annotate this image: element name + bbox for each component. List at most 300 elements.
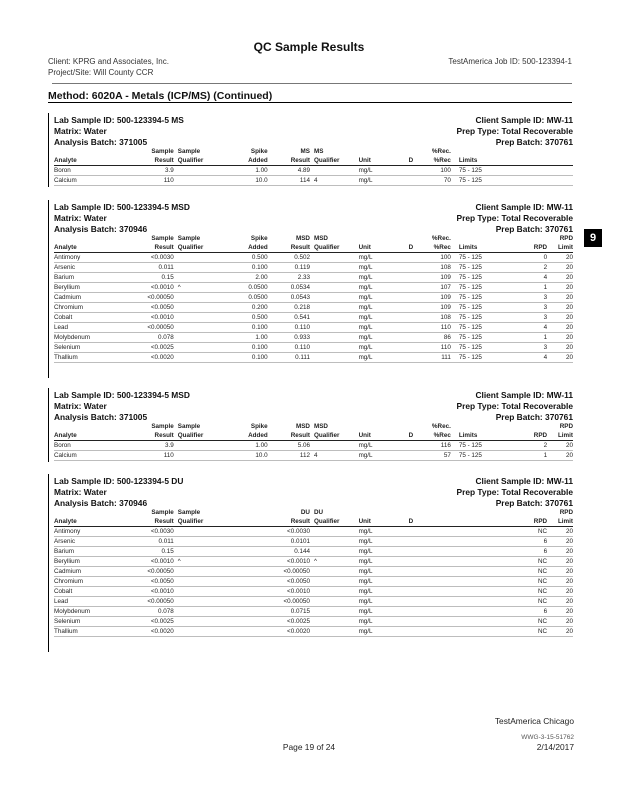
table-cell <box>228 577 268 587</box>
table-cell <box>409 607 425 617</box>
table-cell: mg/L <box>355 253 409 263</box>
table-cell <box>228 547 268 557</box>
table-cell: MSD <box>313 423 328 430</box>
table-cell: mg/L <box>355 577 409 587</box>
table-cell: Sample <box>177 423 201 430</box>
table-cell: RPD <box>559 423 573 430</box>
table-cell: 0.0534 <box>268 283 310 293</box>
table-cell: mg/L <box>355 283 409 293</box>
table-cell <box>310 273 355 283</box>
table-cell <box>355 147 409 156</box>
table-cell <box>547 156 573 166</box>
table-cell: 112 <box>268 451 310 461</box>
page-title: QC Sample Results <box>253 40 365 54</box>
table-cell: 75 - 125 <box>451 263 512 273</box>
table-cell: 3 <box>512 343 547 353</box>
matrix-label: Matrix: Water <box>54 213 107 223</box>
table-cell <box>409 353 425 363</box>
table-cell: %Rec <box>425 243 451 253</box>
table-row <box>54 597 573 607</box>
table-cell <box>228 597 268 607</box>
table-cell <box>512 508 547 517</box>
table-cell: 86 <box>425 333 451 343</box>
table-cell: 0.144 <box>268 547 310 557</box>
table-cell: Selenium <box>54 617 110 627</box>
table-cell: Unit <box>355 517 409 527</box>
table-header-row <box>54 517 573 527</box>
table-cell: Chromium <box>54 303 110 313</box>
table-cell <box>409 557 425 567</box>
results-table-wrap <box>54 422 573 461</box>
table-cell: mg/L <box>355 567 409 577</box>
table-cell: 70 <box>425 176 451 186</box>
table-cell: 20 <box>547 617 573 627</box>
job-id: TestAmerica Job ID: 500-123394-1 <box>448 57 572 66</box>
table-cell <box>425 557 451 567</box>
table-row <box>54 547 573 557</box>
table-cell <box>355 422 409 431</box>
table-cell: Spike <box>250 423 268 430</box>
table-cell: Sample <box>151 235 174 242</box>
table-cell: Sample <box>177 509 201 516</box>
table-cell: 0.0101 <box>268 537 310 547</box>
table-cell <box>451 567 512 577</box>
table-cell: Lead <box>54 323 110 333</box>
table-cell: Cadmium <box>54 567 110 577</box>
table-cell: 0.0543 <box>268 293 310 303</box>
table-cell: 75 - 125 <box>451 176 512 186</box>
table-cell <box>174 587 228 597</box>
table-cell: mg/L <box>355 323 409 333</box>
table-cell: 1.00 <box>228 333 268 343</box>
table-cell: mg/L <box>355 263 409 273</box>
table-cell <box>409 547 425 557</box>
table-cell: Added <box>228 156 268 166</box>
results-table-wrap <box>54 147 573 186</box>
table-cell: RPD <box>559 509 573 516</box>
table-cell: Result <box>110 243 173 253</box>
table-cell <box>310 323 355 333</box>
table-cell: <0.0050 <box>110 303 173 313</box>
results-table <box>54 234 573 363</box>
table-row <box>54 313 573 323</box>
table-cell: D <box>409 517 425 527</box>
table-cell: 20 <box>547 323 573 333</box>
table-cell: mg/L <box>355 587 409 597</box>
table-row <box>54 537 573 547</box>
table-cell <box>54 422 110 431</box>
table-cell: %Rec <box>425 431 451 441</box>
table-cell: Qualifier <box>310 156 355 166</box>
table-cell: 108 <box>425 263 451 273</box>
table-cell: Added <box>228 431 268 441</box>
table-cell: mg/L <box>355 176 409 186</box>
table-header-row <box>54 234 573 243</box>
table-cell: 2 <box>512 441 547 451</box>
table-cell: <0.0010 <box>110 557 173 567</box>
table-cell: 75 - 125 <box>451 451 512 461</box>
table-cell: %Rec. <box>431 148 451 155</box>
table-cell <box>451 617 512 627</box>
table-cell <box>310 343 355 353</box>
table-cell: NC <box>512 527 547 537</box>
table-cell: ^ <box>310 557 355 567</box>
table-cell: ^ <box>174 283 228 293</box>
table-cell <box>409 313 425 323</box>
table-cell: 75 - 125 <box>451 343 512 353</box>
table-cell: 1 <box>512 333 547 343</box>
table-cell: 75 - 125 <box>451 303 512 313</box>
table-cell <box>409 283 425 293</box>
table-cell: Molybdenum <box>54 333 110 343</box>
table-cell: mg/L <box>355 343 409 353</box>
table-cell: RPD <box>512 517 547 527</box>
table-cell: mg/L <box>355 607 409 617</box>
table-cell <box>174 537 228 547</box>
table-cell: Boron <box>54 441 110 451</box>
table-cell <box>409 587 425 597</box>
table-cell: Limits <box>451 156 512 166</box>
table-cell <box>425 517 451 527</box>
table-cell <box>451 587 512 597</box>
project-site: Project/Site: Will County CCR <box>48 68 154 77</box>
table-cell: Qualifier <box>310 431 355 441</box>
table-cell <box>174 451 228 461</box>
table-cell: 0.111 <box>268 353 310 363</box>
table-header-row <box>54 243 573 253</box>
analysis-batch: Analysis Batch: 370946 <box>54 224 148 234</box>
table-cell: 2 <box>512 263 547 273</box>
table-cell <box>54 147 110 156</box>
table-cell: Spike <box>250 235 268 242</box>
table-cell: mg/L <box>355 166 409 176</box>
table-cell <box>512 176 547 186</box>
table-cell: Sample <box>177 148 201 155</box>
table-cell: mg/L <box>355 353 409 363</box>
table-cell <box>409 147 425 156</box>
table-cell: 6 <box>512 547 547 557</box>
table-cell: mg/L <box>355 527 409 537</box>
table-cell <box>409 567 425 577</box>
table-cell <box>451 147 512 156</box>
table-cell <box>310 333 355 343</box>
table-cell: NC <box>512 557 547 567</box>
table-cell <box>174 597 228 607</box>
table-cell: <0.0030 <box>110 527 173 537</box>
lab-sample-id: Lab Sample ID: 500-123394-5 MSD <box>54 390 190 400</box>
table-cell <box>425 607 451 617</box>
table-cell: Qualifier <box>174 431 228 441</box>
table-cell <box>409 166 425 176</box>
doc-code: WWG-3-15-51762 <box>521 734 574 741</box>
table-cell <box>54 234 110 243</box>
table-row <box>54 303 573 313</box>
table-cell: <0.0025 <box>110 617 173 627</box>
table-cell: RPD <box>559 235 573 242</box>
table-cell: 109 <box>425 273 451 283</box>
table-cell <box>425 567 451 577</box>
matrix-label: Matrix: Water <box>54 401 107 411</box>
table-cell: Arsenic <box>54 537 110 547</box>
table-cell: 0.502 <box>268 253 310 263</box>
table-cell: 20 <box>547 587 573 597</box>
results-table <box>54 147 573 186</box>
table-cell: <0.0025 <box>268 617 310 627</box>
table-row <box>54 441 573 451</box>
table-cell: mg/L <box>355 273 409 283</box>
footer-lab: TestAmerica Chicago <box>494 716 574 726</box>
table-cell: 0.500 <box>228 313 268 323</box>
table-cell <box>174 263 228 273</box>
table-cell: 0.0715 <box>268 607 310 617</box>
table-cell: Cadmium <box>54 293 110 303</box>
table-cell: 0.011 <box>110 537 173 547</box>
table-cell <box>228 587 268 597</box>
table-cell: D <box>409 431 425 441</box>
client-name: Client: KPRG and Associates, Inc. <box>48 57 169 66</box>
table-cell: 20 <box>547 557 573 567</box>
table-cell: 100 <box>425 166 451 176</box>
table-cell <box>409 293 425 303</box>
table-cell: Calcium <box>54 451 110 461</box>
results-table <box>54 422 573 461</box>
table-cell <box>174 333 228 343</box>
table-row <box>54 527 573 537</box>
table-cell <box>310 627 355 637</box>
table-cell: MSD <box>295 423 310 430</box>
client-sample-id: Client Sample ID: MW-11 <box>475 390 573 400</box>
table-cell: 20 <box>547 263 573 273</box>
table-cell <box>174 313 228 323</box>
table-header-row <box>54 508 573 517</box>
table-cell: 0.110 <box>268 343 310 353</box>
table-cell: D <box>409 156 425 166</box>
analysis-batch: Analysis Batch: 371005 <box>54 137 148 147</box>
prep-batch: Prep Batch: 370761 <box>495 137 573 147</box>
table-cell: 75 - 125 <box>451 353 512 363</box>
table-cell <box>310 293 355 303</box>
table-cell: Beryllium <box>54 557 110 567</box>
table-cell <box>310 567 355 577</box>
table-cell <box>409 303 425 313</box>
table-cell <box>174 627 228 637</box>
client-sample-id: Client Sample ID: MW-11 <box>475 115 573 125</box>
table-cell <box>174 166 228 176</box>
table-cell: <0.0020 <box>110 627 173 637</box>
table-cell <box>409 537 425 547</box>
table-cell: 0.100 <box>228 343 268 353</box>
table-cell: 0.15 <box>110 273 173 283</box>
table-cell: Result <box>268 156 310 166</box>
table-cell <box>174 607 228 617</box>
table-cell: MS <box>300 148 310 155</box>
table-cell: 20 <box>547 597 573 607</box>
table-cell: 4 <box>512 273 547 283</box>
table-cell: mg/L <box>355 451 409 461</box>
table-cell <box>310 547 355 557</box>
table-cell: 0.0500 <box>228 293 268 303</box>
table-cell <box>355 234 409 243</box>
table-cell <box>174 273 228 283</box>
table-cell <box>409 451 425 461</box>
table-cell: Limits <box>451 243 512 253</box>
table-row <box>54 343 573 353</box>
table-cell <box>228 537 268 547</box>
table-cell: Limit <box>547 243 573 253</box>
table-cell <box>174 303 228 313</box>
table-cell: Result <box>110 431 173 441</box>
table-cell: 6 <box>512 607 547 617</box>
prep-batch: Prep Batch: 370761 <box>495 498 573 508</box>
table-cell: Selenium <box>54 343 110 353</box>
table-cell: DU <box>313 509 324 516</box>
table-cell: 75 - 125 <box>451 333 512 343</box>
table-cell <box>310 166 355 176</box>
table-cell: <0.00050 <box>110 323 173 333</box>
table-cell: 4.89 <box>268 166 310 176</box>
method-divider <box>48 102 572 103</box>
table-cell <box>409 627 425 637</box>
table-cell: Arsenic <box>54 263 110 273</box>
table-cell: <0.0010 <box>110 283 173 293</box>
table-cell: 1.00 <box>228 441 268 451</box>
table-cell: RPD <box>512 431 547 441</box>
table-cell: Qualifier <box>310 517 355 527</box>
qc-section-ms <box>48 113 573 187</box>
table-cell <box>409 176 425 186</box>
table-cell <box>228 617 268 627</box>
table-cell: NC <box>512 617 547 627</box>
table-cell <box>409 323 425 333</box>
table-cell: 75 - 125 <box>451 166 512 176</box>
table-cell: Result <box>110 517 173 527</box>
table-cell: 0.078 <box>110 333 173 343</box>
table-cell: 10.0 <box>228 451 268 461</box>
lab-sample-id: Lab Sample ID: 500-123394-5 MSD <box>54 202 190 212</box>
table-cell: Unit <box>355 243 409 253</box>
table-cell: 114 <box>268 176 310 186</box>
table-cell <box>425 627 451 637</box>
qc-section-msd <box>48 200 573 378</box>
table-cell: NC <box>512 577 547 587</box>
table-cell: 3 <box>512 313 547 323</box>
table-cell: mg/L <box>355 303 409 313</box>
table-cell: 0.218 <box>268 303 310 313</box>
table-cell: Limit <box>547 517 573 527</box>
table-cell <box>228 557 268 567</box>
table-cell <box>512 234 547 243</box>
table-cell <box>310 353 355 363</box>
table-cell: Analyte <box>54 243 110 253</box>
table-cell: 109 <box>425 293 451 303</box>
table-cell: 75 - 125 <box>451 253 512 263</box>
method-heading: Method: 6020A - Metals (ICP/MS) (Continued) <box>48 90 273 102</box>
table-cell <box>174 617 228 627</box>
table-cell <box>409 333 425 343</box>
table-cell <box>547 147 573 156</box>
table-cell: 0.0500 <box>228 283 268 293</box>
section-tab[interactable]: 9 <box>584 229 602 247</box>
table-cell: 20 <box>547 547 573 557</box>
table-cell: 20 <box>547 273 573 283</box>
table-cell <box>409 508 425 517</box>
table-cell <box>310 617 355 627</box>
table-cell: <0.0030 <box>110 253 173 263</box>
table-cell: mg/L <box>355 597 409 607</box>
table-cell: MS <box>313 148 324 155</box>
table-row <box>54 353 573 363</box>
table-cell <box>174 343 228 353</box>
table-cell: %Rec <box>425 156 451 166</box>
table-cell: NC <box>512 627 547 637</box>
table-cell <box>310 577 355 587</box>
table-cell: 0.011 <box>110 263 173 273</box>
table-cell: 110 <box>425 323 451 333</box>
table-cell: Antimony <box>54 527 110 537</box>
table-cell: Analyte <box>54 156 110 166</box>
table-cell <box>451 527 512 537</box>
table-cell: <0.0025 <box>110 343 173 353</box>
table-cell: <0.00050 <box>110 293 173 303</box>
table-cell <box>512 166 547 176</box>
table-cell: <0.00050 <box>268 597 310 607</box>
table-cell: 100 <box>425 253 451 263</box>
page-number: Page 19 of 24 <box>282 742 336 752</box>
table-cell: 0.541 <box>268 313 310 323</box>
table-cell: Calcium <box>54 176 110 186</box>
table-cell: Sample <box>151 148 174 155</box>
table-header-row <box>54 147 573 156</box>
table-cell: 110 <box>425 343 451 353</box>
table-cell: Qualifier <box>174 517 228 527</box>
table-cell: 5.06 <box>268 441 310 451</box>
table-cell <box>451 547 512 557</box>
table-cell: 3.9 <box>110 166 173 176</box>
table-cell: 10.0 <box>228 176 268 186</box>
table-cell: 1.00 <box>228 166 268 176</box>
table-cell: <0.0010 <box>268 587 310 597</box>
table-cell: <0.00050 <box>110 597 173 607</box>
table-cell: 20 <box>547 283 573 293</box>
table-cell <box>425 577 451 587</box>
table-cell <box>451 577 512 587</box>
table-cell <box>451 557 512 567</box>
table-cell <box>174 547 228 557</box>
table-cell <box>409 527 425 537</box>
table-cell: 0.078 <box>110 607 173 617</box>
table-cell <box>409 273 425 283</box>
table-cell: Qualifier <box>174 156 228 166</box>
table-cell <box>512 156 547 166</box>
prep-type: Prep Type: Total Recoverable <box>456 213 573 223</box>
table-cell: mg/L <box>355 557 409 567</box>
report-date: 2/14/2017 <box>536 742 574 752</box>
table-cell <box>547 176 573 186</box>
table-cell: Cobalt <box>54 313 110 323</box>
table-cell <box>409 597 425 607</box>
table-cell: 4 <box>310 451 355 461</box>
table-cell <box>310 527 355 537</box>
table-cell: 20 <box>547 627 573 637</box>
table-cell: RPD <box>512 243 547 253</box>
table-row <box>54 176 573 186</box>
table-cell: Unit <box>355 431 409 441</box>
table-cell: 108 <box>425 313 451 323</box>
table-cell <box>228 508 268 517</box>
table-cell <box>409 343 425 353</box>
table-cell: 20 <box>547 567 573 577</box>
table-cell: 20 <box>547 253 573 263</box>
